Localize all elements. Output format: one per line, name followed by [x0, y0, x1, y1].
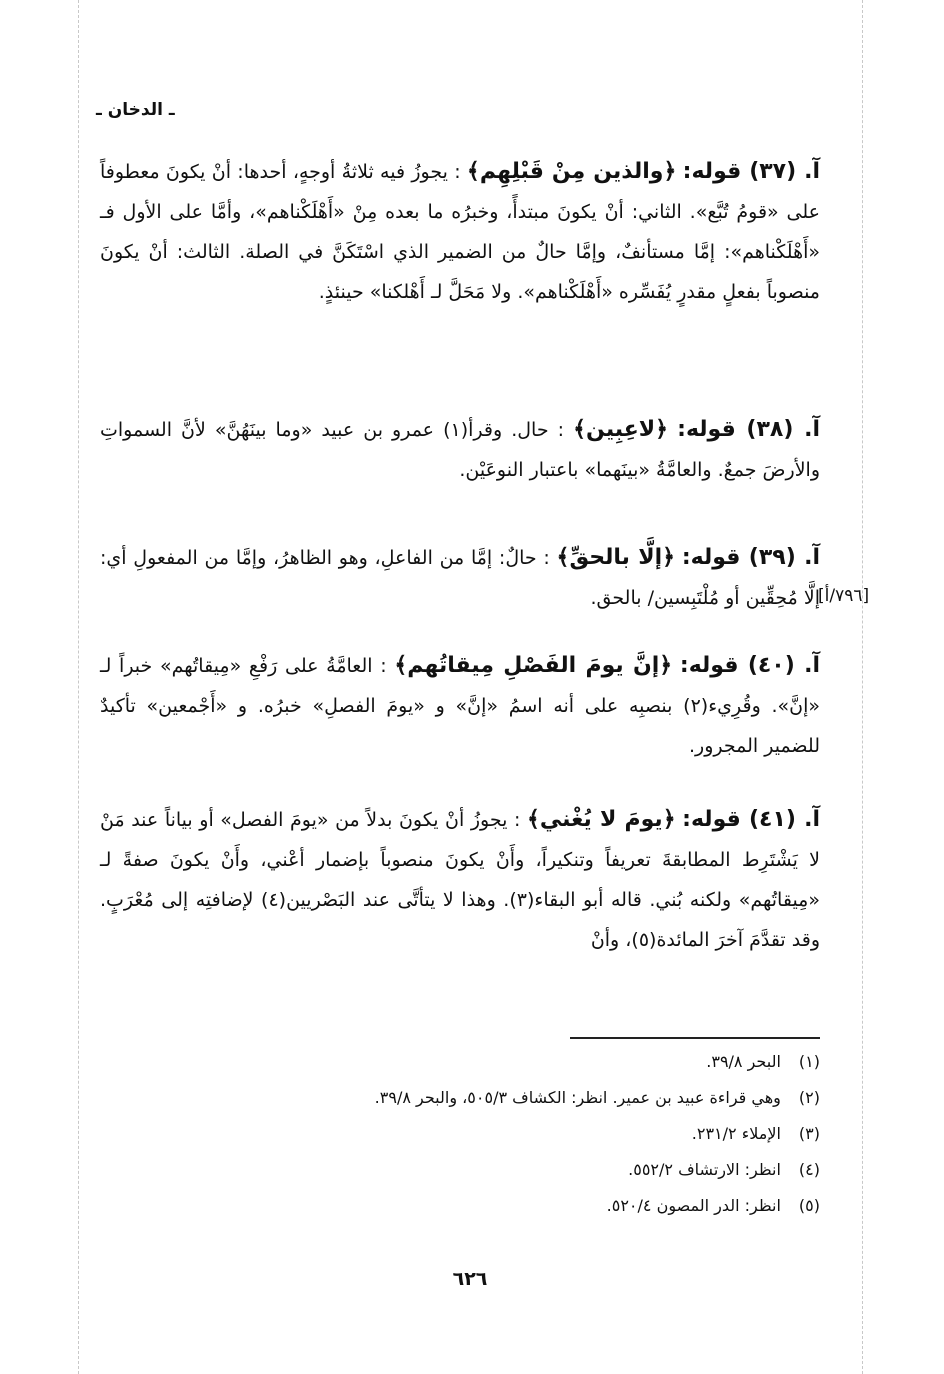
entry-text: : حالٌ: إمَّا من الفاعلِ، وهو الظاهرُ، وإمَّا من المفعولِ أي: إلَّا مُحِقِّين أو مُلْتَبِسين/ بالحق. — [100, 547, 820, 609]
entry-paragraph — [100, 410, 820, 490]
footnote-number: (١) — [798, 1052, 820, 1071]
footnote-number: (٥) — [798, 1196, 820, 1215]
crop-guide-left — [78, 0, 79, 1374]
verse-ref: آ. (٤٠) قوله: — [679, 653, 820, 678]
entry-text: : يجوزُ فيه ثلاثةُ أوجهٍ، أحدها: أنْ يكونَ معطوفاً على «قومُ تُبَّع». الثاني: أنْ يكونَ مبتدأً، وخبرُه ما بعده مِنْ «أَهْلَكْناهم»، وأمَّا على الأول فـ «أَهْلَكْناهم»: إمَّا مستأنفٌ، وإمَّا حالٌ من الضمير الذي اسْتَكَنَّ في الصلة. الثالث: أنْ يكونَ منصوباً بفعلٍ مقدرٍ يُفَسِّره «أَهْلَكْناهم». ولا مَحَلَّ لـ أَهْلكنا» حينئذٍ. — [100, 161, 820, 303]
footnote-text: وهي قراءة عبيد بن عمير. انظر: الكشاف ٥٠٥/٣، والبحر ٣٩/٨. — [374, 1088, 781, 1107]
entry-paragraph — [100, 646, 820, 766]
footnote — [200, 1188, 820, 1224]
footnote — [200, 1044, 820, 1080]
footnote — [200, 1152, 820, 1188]
entry-37 — [100, 152, 820, 312]
verse-ref: آ. (٣٩) قوله: — [681, 545, 820, 570]
entry-38 — [100, 410, 820, 490]
quran-verse: ﴿إنَّ يومَ الفَصْلِ مِيقاتُهم﴾ — [394, 653, 673, 678]
manuscript-folio-note: [٧٩٦/أ] — [818, 586, 870, 606]
entry-text: : العامَّةُ على رَفْعِ «مِيقاتُهم» خبراً لـ «إنَّ». وقُرِيء(٢) بنصبِه على أنه اسمُ «إنَّ» و «يومَ الفصلِ» خبرُه. و «أَجْمعين» تأكيدٌ للضمير المجرور. — [100, 655, 820, 757]
footnote — [200, 1080, 820, 1116]
entry-text: : يجوزُ أنْ يكونَ بدلاً من «يومَ الفصل» أو بياناً عند مَنْ لا يَشْتَرِط المطابقةَ تعريفاً وتنكيراً، وأَنْ يكونَ منصوباً بإضمار أعْني، وأَنْ يكونَ صفةً لـ «مِيقاتُهم» ولكنه بُني. قاله أبو البقاء(٣). وهذا لا يتأتَّى عند البَصْريين(٤) لإضافتِه إلى مُعْرَبٍ. وقد تقدَّمَ آخرَ المائدة(٥)، وأنْ — [100, 809, 820, 951]
entry-paragraph — [100, 538, 820, 618]
entry-text: : حال. وقرأ(١) عمرو بن عبيد «وما بينَهُنَّ» لأنَّ السمواتِ والأرضَ جمعٌ. والعامَّةُ «بينَهما» باعتبار النوعَيْن. — [100, 419, 820, 481]
verse-ref: آ. (٤١) قوله: — [682, 807, 821, 832]
quran-verse: ﴿لاعِبِين﴾ — [573, 417, 669, 442]
quran-verse: ﴿والذين مِنْ قَبْلِهِم﴾ — [466, 159, 677, 184]
crop-guide-right — [862, 0, 863, 1374]
footnote-number: (٢) — [798, 1088, 820, 1107]
entry-paragraph — [100, 152, 820, 312]
entry-paragraph — [100, 800, 820, 960]
footnote — [200, 1116, 820, 1152]
verse-ref: آ. (٣٧) قوله: — [682, 159, 820, 184]
footnote-number: (٤) — [798, 1160, 820, 1179]
page-number: ٦٢٦ — [452, 1268, 488, 1290]
footnote-text: الإملاء ٢٣١/٢. — [691, 1124, 781, 1143]
quran-verse: ﴿يومَ لا يُغْني﴾ — [526, 807, 676, 832]
footnote-text: انظر: الارتشاف ٥٥٢/٢. — [628, 1160, 781, 1179]
footnote-separator — [570, 1037, 820, 1039]
footnotes — [200, 1044, 820, 1224]
verse-ref: آ. (٣٨) قوله: — [677, 417, 820, 442]
entry-41 — [100, 800, 820, 960]
running-header: ـ الدخان ـ — [96, 100, 175, 120]
footnote-text: انظر: الدر المصون ٥٢٠/٤. — [606, 1196, 781, 1215]
entry-39 — [100, 538, 820, 618]
footnote-number: (٣) — [798, 1124, 820, 1143]
quran-verse: ﴿إلَّا بالحقِّ﴾ — [556, 545, 676, 570]
entry-40 — [100, 646, 820, 766]
footnote-text: البحر ٣٩/٨. — [706, 1052, 781, 1071]
